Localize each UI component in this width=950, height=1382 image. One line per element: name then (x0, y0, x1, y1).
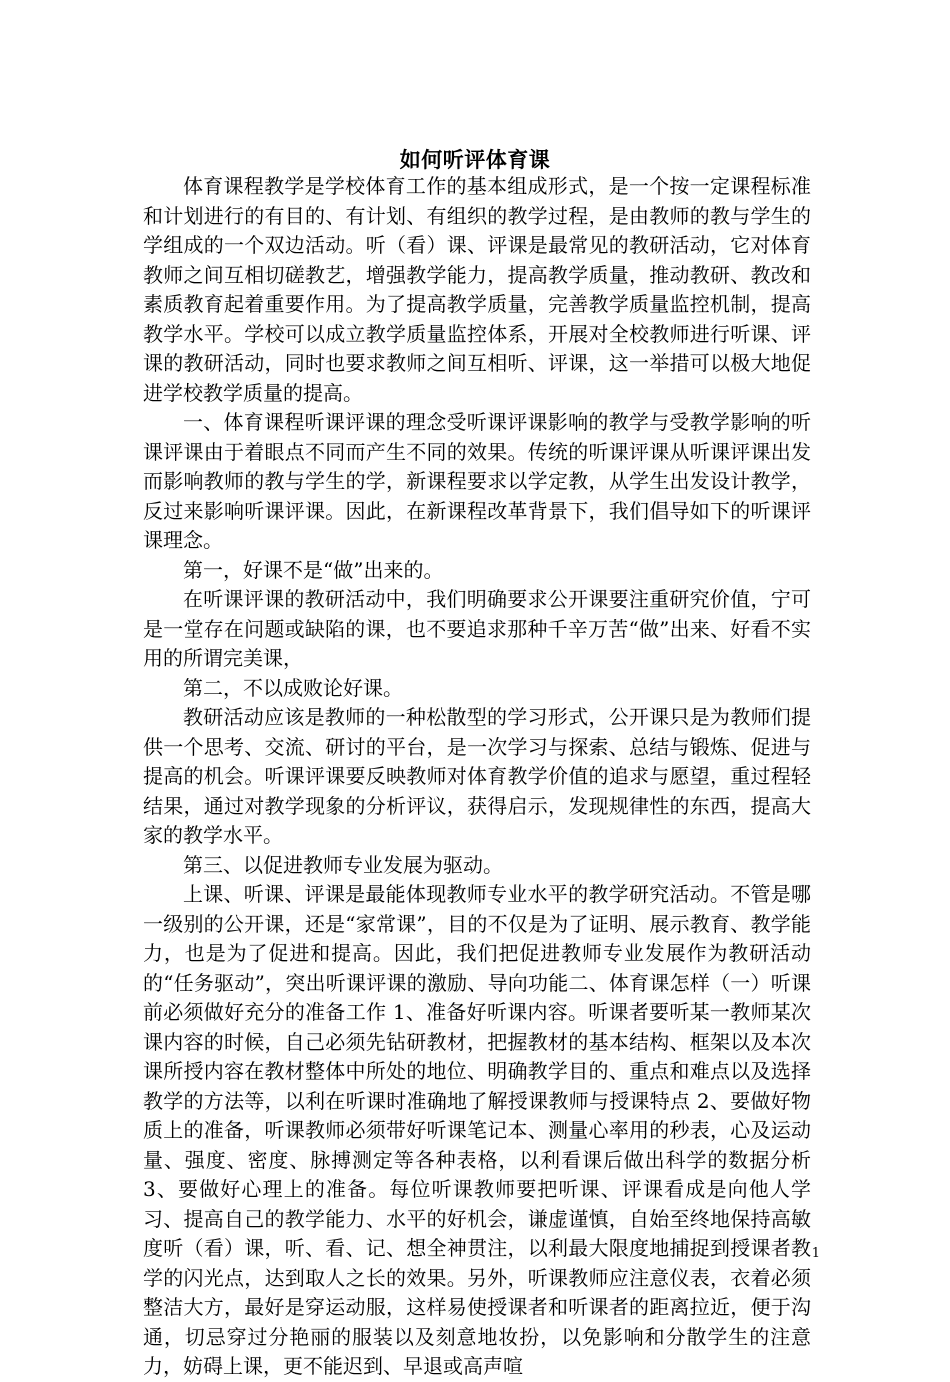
paragraph-point-two-body: 教研活动应该是教师的一种松散型的学习形式，公开课只是为教师们提供一个思考、交流、研讨的平台，是一次学习与探索、总结与锻炼、促进与提高的机会。听课评课要反映教师对体育教学价值的追求与愿望，重过程轻结果，通过对教学现象的分析评议，获得启示，发现规律性的东西，提高大家的教学水平。 (143, 705, 811, 847)
document-body (143, 172, 811, 1382)
page-number: 1 (811, 1246, 820, 1261)
paragraph-intro: 体育课程教学是学校体育工作的基本组成形式，是一个按一定课程标准和计划进行的有目的、有计划、有组织的教学过程，是由教师的教与学生的学组成的一个双边活动。听（看）课、评课是最常见的教研活动，它对体育教师之间互相切磋教艺，增强教学能力，提高教学质量，推动教研、教改和素质教育起着重要作用。为了提高教学质量，完善教学质量监控机制，提高教学水平。学校可以成立教学质量监控体系，开展对全校教师进行听课、评课的教研活动，同时也要求教师之间互相听、评课，这一举措可以极大地促进学校教学质量的提高。 (143, 174, 811, 405)
paragraph-point-three-body: 上课、听课、评课是最能体现教师专业水平的教学研究活动。不管是哪一级别的公开课，还是“家常课”，目的不仅是为了证明、展示教育、教学能力，也是为了促进和提高。因此，我们把促进教师专业发展作为教研活动的“任务驱动”，突出听课评课的激励、导向功能二、体育课怎样（一）听课前必须做好充分的准备工作 1、准备好听课内容。听课者要听某一教师某次课内容的时候，自己必须先钻研教材，把握教材的基本结构、框架以及本次课所授内容在教材整体中所处的地位、明确教学目的、重点和难点以及选择教学的方法等，以利在听课时准确地了解授课教师与授课特点 2、要做好物质上的准备，听课教师必须带好听课笔记本、测量心率用的秒表，心及运动量、强度、密度、脉搏测定等各种表格，以利看课后做出科学的数据分析 3、要做好心理上的准备。每位听课教师要把听课、评课看成是向他人学习、提高自己的教学能力、水平的好机会，谦虚谨慎，自始至终地保持高敏度听（看）课，听、看、记、想全神贯注，以利最大限度地捕捉到授课者教学的闪光点，达到取人之长的效果。另外，听课教师应注意仪表，衣着必须整洁大方，最好是穿运动服，这样易使授课者和听课者的距离拉近，便于沟通，切忌穿过分艳丽的服装以及刻意地妆扮，以免影响和分散学生的注意力，妨碍上课，更不能迟到、早退或高声喧 (143, 882, 811, 1378)
paragraph-point-one-body: 在听课评课的教研活动中，我们明确要求公开课要注重研究价值，宁可是一堂存在问题或缺陷的课，也不要追求那种千辛万苦“做”出来、好看不实用的所谓完美课， (143, 587, 811, 670)
paragraph-point-three-heading: 第三、以促进教师专业发展为驱动。 (183, 852, 503, 877)
document-title: 如何听评体育课 (399, 147, 551, 172)
paragraph-section-one: 一、体育课程听课评课的理念受听课评课影响的教学与受教学影响的听课评课由于着眼点不同而产生不同的效果。传统的听课评课从听课评课出发而影响教师的教与学生的学，新课程要求以学定教，从学生出发设计教学，反过来影响听课评课。因此，在新课程改革背景下，我们倡导如下的听课评课理念。 (143, 410, 811, 552)
paragraph-point-two-heading: 第二，不以成败论好课。 (183, 675, 403, 700)
paragraph-point-one-heading: 第一，好课不是“做”出来的。 (183, 557, 444, 582)
